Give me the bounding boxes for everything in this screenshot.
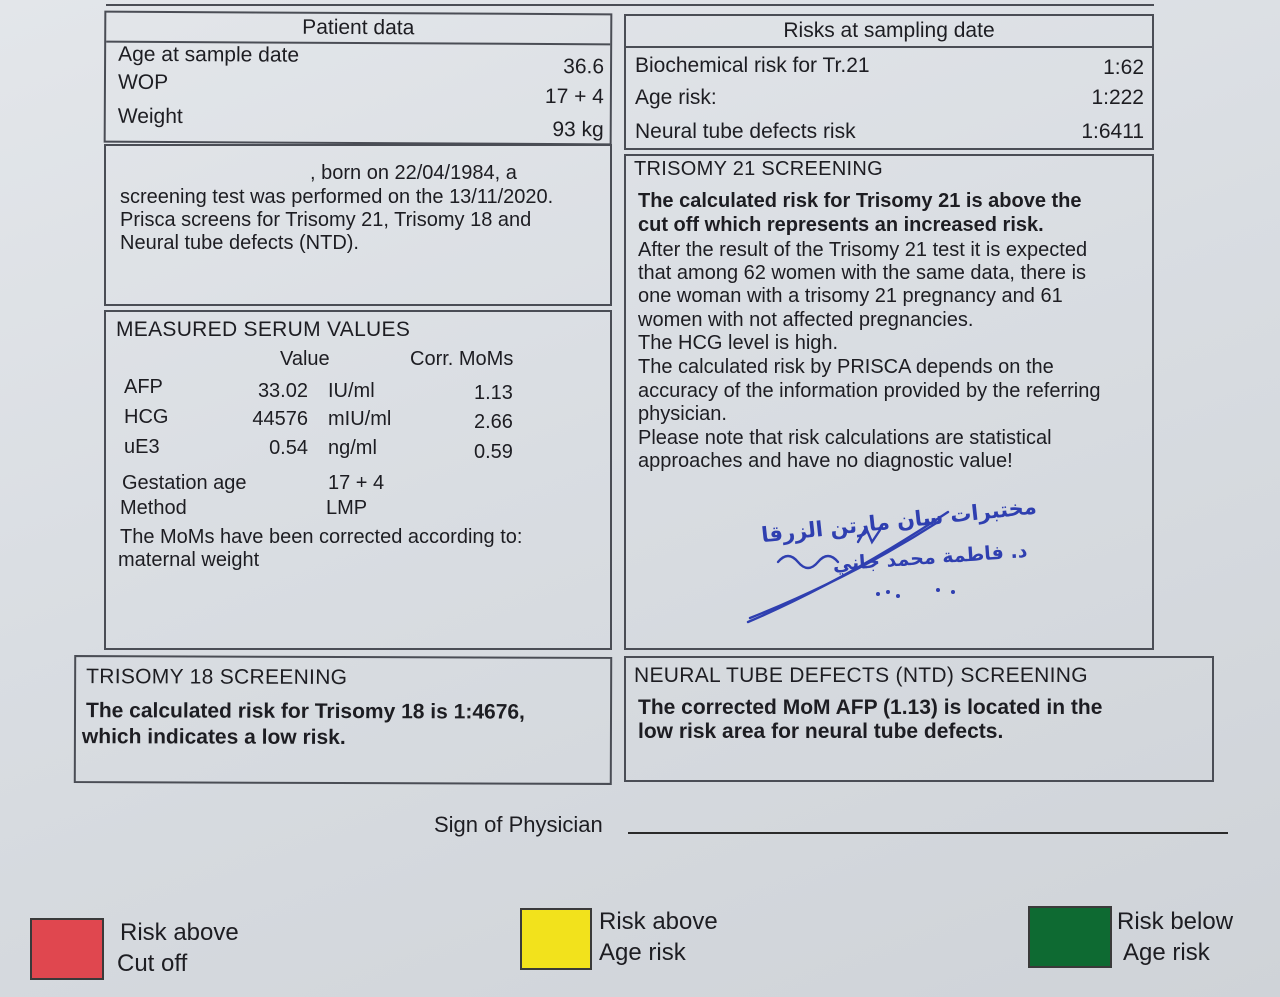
risk-value-tr21: 1:62 <box>1103 56 1144 79</box>
lab-stamp <box>738 492 1068 632</box>
intro-box <box>104 144 612 306</box>
top-border-line <box>106 0 1154 6</box>
stamp-line-2: د. فاطمة محمد جاني <box>832 539 1029 576</box>
hcg-name: HCG <box>124 406 169 428</box>
age-value: 36.6 <box>563 55 605 79</box>
ntd-box <box>624 656 1214 782</box>
intro-line-3: Prisca screens for Trisomy 21, Trisomy 18 and <box>120 209 532 231</box>
legend-green-line-1: Risk below <box>1117 908 1234 935</box>
legend-green-line-2: Age risk <box>1123 939 1210 966</box>
ue3-mom: 0.59 <box>474 441 513 463</box>
mom-note-line-2: maternal weight <box>118 549 260 571</box>
risks-title: Risks at sampling date <box>626 16 1152 48</box>
afp-name: AFP <box>124 376 163 398</box>
t21-bold-1: The calculated risk for Trisomy 21 is above the <box>638 190 1082 212</box>
legend-yellow-line-1: Risk above <box>599 908 718 935</box>
t21-line: accuracy of the information provided by the referring <box>638 380 1101 402</box>
hcg-mom: 2.66 <box>474 411 513 433</box>
risk-label-tr21: Biochemical risk for Tr.21 <box>635 54 870 77</box>
legend-yellow-line-2: Age risk <box>599 939 686 966</box>
col-mom-header: Corr. MoMs <box>410 348 514 370</box>
t21-title: TRISOMY 21 SCREENING <box>634 158 884 180</box>
gestation-value: 17 + 4 <box>328 472 385 494</box>
legend-label-red <box>117 917 239 979</box>
signature-line <box>628 832 1228 834</box>
t21-line: Please note that risk calculations are statistical <box>638 427 1052 449</box>
mom-note-line-1: The MoMs have been corrected according to: <box>120 526 523 548</box>
legend-red-line-1: Risk above <box>120 919 239 946</box>
patient-data-box <box>104 11 613 146</box>
intro-line-1: , born on 22/04/1984, a <box>310 162 517 184</box>
risk-label-age: Age risk: <box>635 86 717 109</box>
hcg-unit: mIU/ml <box>328 408 392 430</box>
t18-title: TRISOMY 18 SCREENING <box>86 665 348 690</box>
weight-value: 93 kg <box>552 118 604 142</box>
legend-swatch-yellow <box>520 908 592 970</box>
risks-box <box>624 14 1154 150</box>
t21-line: one woman with a trisomy 21 pregnancy and 61 <box>638 285 1063 307</box>
risk-value-age: 1:222 <box>1091 86 1144 109</box>
serum-title: MEASURED SERUM VALUES <box>116 318 411 341</box>
afp-value: 33.02 <box>257 380 308 402</box>
legend-red-line-2: Cut off <box>117 950 188 977</box>
t21-box <box>624 154 1154 650</box>
ntd-line-2: low risk area for neural tube defects. <box>638 720 1004 743</box>
ntd-title: NEURAL TUBE DEFECTS (NTD) SCREENING <box>634 664 1088 687</box>
t21-line: that among 62 women with the same data, there is <box>638 262 1087 284</box>
t18-line-2: which indicates a low risk. <box>81 725 346 750</box>
ue3-value: 0.54 <box>269 437 308 459</box>
sign-label: Sign of Physician <box>434 812 603 837</box>
patient-data-title: Patient data <box>106 13 610 46</box>
weight-label: Weight <box>117 104 183 129</box>
t21-line: The HCG level is high. <box>638 332 839 354</box>
age-label: Age at sample date <box>118 42 300 67</box>
wop-value: 17 + 4 <box>544 84 604 109</box>
t21-line: The calculated risk by PRISCA depends on the <box>638 356 1054 378</box>
legend-swatch-green <box>1028 906 1112 968</box>
gestation-label: Gestation age <box>122 472 247 494</box>
col-value-header: Value <box>280 348 330 370</box>
t18-box <box>74 655 612 785</box>
t21-line: After the result of the Trisomy 21 test it is expected <box>638 239 1088 261</box>
serum-box <box>104 310 612 650</box>
afp-mom: 1.13 <box>474 382 513 404</box>
ue3-name: uE3 <box>124 436 160 458</box>
t18-line-1: The calculated risk for Trisomy 18 is 1:4676, <box>85 699 525 724</box>
hcg-value: 44576 <box>252 408 308 430</box>
afp-unit: IU/ml <box>328 380 375 402</box>
t21-line: approaches and have no diagnostic value! <box>638 450 1013 472</box>
legend-label-yellow <box>599 906 718 968</box>
t21-line: women with not affected pregnancies. <box>638 309 974 331</box>
intro-line-2: screening test was performed on the 13/11/2020. <box>120 186 554 208</box>
risk-value-ntd: 1:6411 <box>1081 120 1144 143</box>
legend-swatch-red <box>30 918 104 980</box>
legend-label-green <box>1117 906 1233 968</box>
ntd-line-1: The corrected MoM AFP (1.13) is located in the <box>638 696 1103 719</box>
stamp-line-1: مختبرات سان مارتن الزرقا <box>760 494 1038 548</box>
method-label: Method <box>120 497 187 519</box>
t21-bold-2: cut off which represents an increased risk. <box>638 214 1044 236</box>
wop-label: WOP <box>117 70 169 95</box>
t21-line: physician. <box>638 403 727 425</box>
intro-line-4: Neural tube defects (NTD). <box>120 232 359 254</box>
method-value: LMP <box>326 497 368 519</box>
ue3-unit: ng/ml <box>328 437 377 459</box>
risk-label-ntd: Neural tube defects risk <box>635 120 856 143</box>
